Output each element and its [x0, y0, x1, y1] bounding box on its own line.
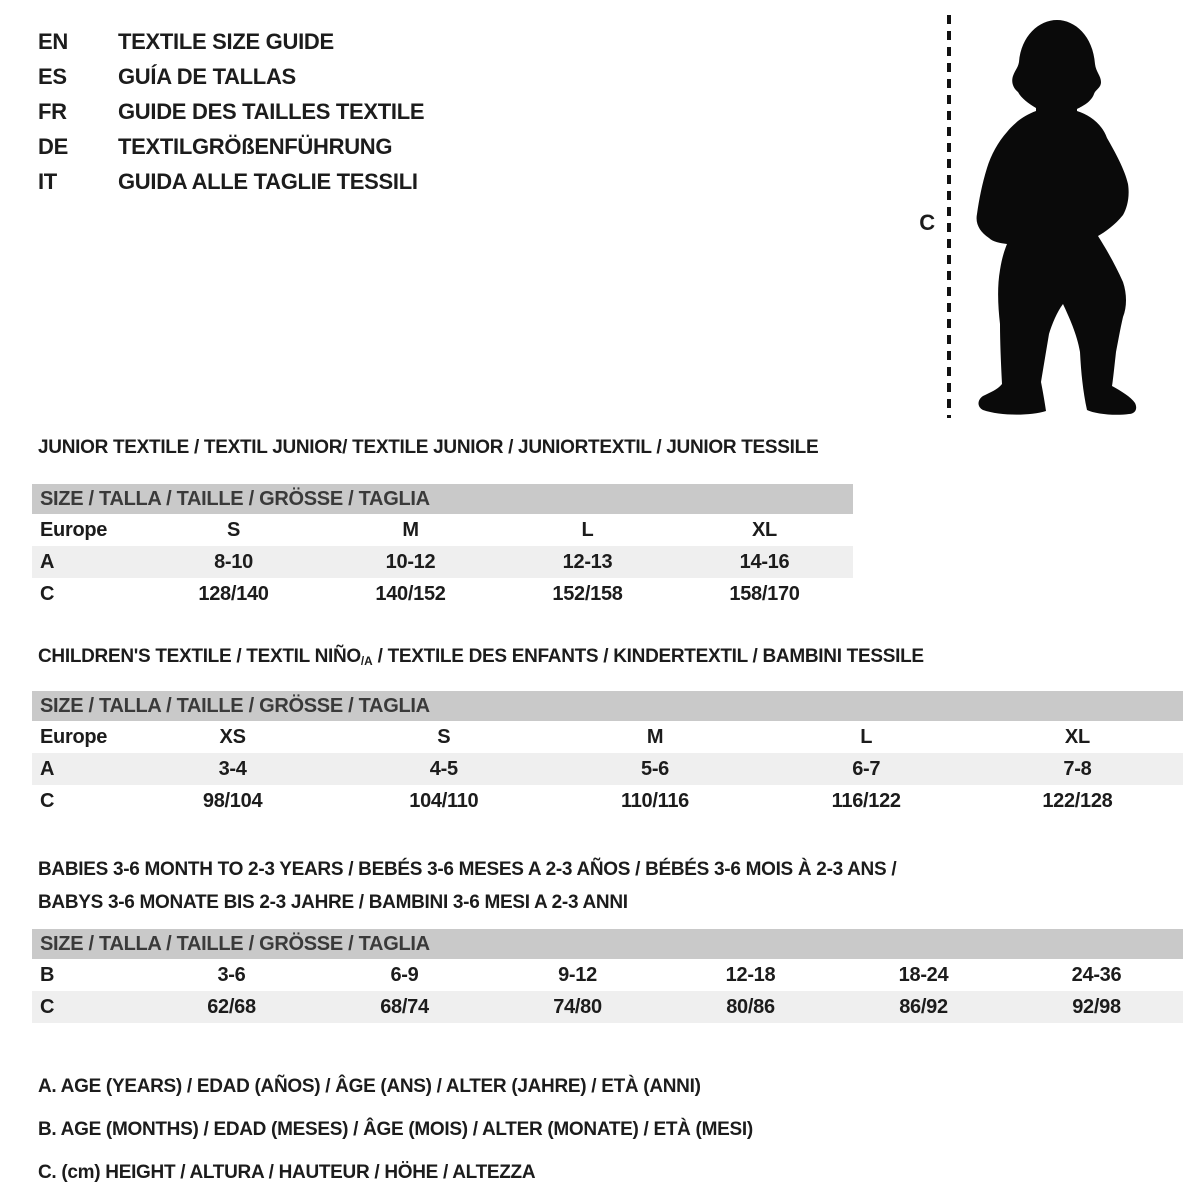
language-code: IT	[38, 169, 57, 194]
children-size-header-band: SIZE / TALLA / TAILLE / GRÖSSE / TAGLIA	[32, 691, 1183, 721]
language-code: EN	[38, 29, 68, 54]
row-label: C	[40, 996, 55, 1018]
legend-line-c: C. (cm) HEIGHT / ALTURA / HAUTEUR / HÖHE / ALTEZZA	[38, 1162, 536, 1183]
size-cell: 6-9	[390, 964, 419, 986]
junior-size-header-band: SIZE / TALLA / TAILLE / GRÖSSE / TAGLIA	[32, 484, 853, 514]
table-row	[32, 991, 1183, 1023]
children-title-part1: CHILDREN'S TEXTILE / TEXTIL NIÑO	[38, 646, 361, 667]
size-cell: 74/80	[553, 996, 602, 1018]
language-label: TEXTILE SIZE GUIDE	[118, 29, 334, 54]
row-label: A	[40, 551, 55, 573]
language-row-fr	[38, 94, 424, 129]
size-cell: 12-13	[562, 551, 613, 573]
size-cell: 3-4	[218, 758, 247, 780]
size-cell: XL	[1064, 726, 1090, 748]
table-row	[32, 546, 853, 578]
children-section-title	[38, 645, 924, 673]
measure-label-c: C	[919, 210, 935, 235]
size-cell: 110/116	[621, 790, 689, 812]
size-cell: 10-12	[385, 551, 436, 573]
size-cell: 140/152	[375, 583, 446, 605]
babies-title-line1: BABIES 3-6 MONTH TO 2-3 YEARS / BEBÉS 3-6 MESES A 2-3 AÑOS / BÉBÉS 3-6 MOIS À 2-3 ANS /	[38, 859, 897, 880]
size-cell: 122/128	[1042, 790, 1113, 812]
legend	[38, 1065, 753, 1194]
size-cell: 3-6	[217, 964, 246, 986]
language-row-it	[38, 164, 424, 199]
language-code: FR	[38, 99, 67, 124]
size-cell: L	[860, 726, 873, 748]
row-label: C	[40, 790, 55, 812]
size-cell: 92/98	[1072, 996, 1121, 1018]
size-cell: 158/170	[729, 583, 800, 605]
language-label: GUIDE DES TAILLES TEXTILE	[118, 99, 425, 124]
children-title-subscript: /A	[360, 654, 373, 668]
size-cell: 14-16	[739, 551, 790, 573]
size-cell: S	[226, 519, 241, 541]
language-label: GUIDA ALLE TAGLIE TESSILI	[118, 169, 418, 194]
size-cell: 68/74	[380, 996, 429, 1018]
size-cell: 128/140	[198, 583, 269, 605]
size-cell: 152/158	[552, 583, 623, 605]
size-cell: M	[646, 726, 664, 748]
size-cell: 86/92	[899, 996, 948, 1018]
size-cell: 6-7	[852, 758, 881, 780]
language-header	[38, 24, 424, 199]
language-code: DE	[38, 134, 68, 159]
size-cell: 9-12	[558, 964, 597, 986]
size-cell: 104/110	[409, 790, 479, 812]
size-cell: XL	[752, 519, 777, 541]
row-label: B	[40, 964, 55, 986]
language-label: GUÍA DE TALLAS	[118, 64, 296, 89]
junior-size-table	[32, 484, 853, 610]
babies-section-title	[38, 853, 896, 919]
size-cell: 7-8	[1063, 758, 1092, 780]
table-row	[32, 578, 853, 610]
babies-size-table	[32, 929, 1183, 1023]
row-label: Europe	[40, 726, 108, 748]
table-row	[32, 514, 853, 546]
size-cell: 5-6	[641, 758, 670, 780]
language-row-de	[38, 129, 424, 164]
row-label: Europe	[40, 519, 108, 541]
babies-title-line2: BABYS 3-6 MONATE BIS 2-3 JAHRE / BAMBINI 3-6 MESI A 2-3 ANNI	[38, 892, 628, 913]
size-cell: XS	[219, 726, 246, 748]
toddler-silhouette	[977, 20, 1137, 415]
language-row-en	[38, 24, 424, 59]
row-label: C	[40, 583, 55, 605]
size-cell: M	[402, 519, 419, 541]
children-size-table	[32, 691, 1183, 817]
language-label: TEXTILGRÖßENFÜHRUNG	[118, 134, 393, 159]
table-row	[32, 721, 1183, 753]
size-cell: 80/86	[726, 996, 775, 1018]
language-code: ES	[38, 64, 67, 89]
size-cell: L	[581, 519, 594, 541]
junior-section-title: JUNIOR TEXTILE / TEXTIL JUNIOR/ TEXTILE JUNIOR / JUNIORTEXTIL / JUNIOR TESSILE	[38, 437, 819, 458]
size-cell: 116/122	[831, 790, 901, 812]
size-cell: 24-36	[1071, 964, 1122, 986]
legend-line-b: B. AGE (MONTHS) / EDAD (MESES) / ÂGE (MOIS) / ALTER (MONATE) / ETÀ (MESI)	[38, 1119, 753, 1140]
size-cell: 18-24	[898, 964, 949, 986]
babies-size-header-band: SIZE / TALLA / TAILLE / GRÖSSE / TAGLIA	[32, 929, 1183, 959]
size-cell: 62/68	[207, 996, 256, 1018]
table-row	[32, 753, 1183, 785]
table-row	[32, 959, 1183, 991]
size-cell: 98/104	[202, 790, 263, 812]
children-title-part2: / TEXTILE DES ENFANTS / KINDERTEXTIL / BAMBINI TESSILE	[372, 646, 924, 667]
size-cell: 8-10	[214, 551, 253, 573]
legend-line-a: A. AGE (YEARS) / EDAD (AÑOS) / ÂGE (ANS) / ALTER (JAHRE) / ETÀ (ANNI)	[38, 1076, 701, 1097]
table-row	[32, 785, 1183, 817]
language-row-es	[38, 59, 424, 94]
row-label: A	[40, 758, 55, 780]
size-cell: S	[437, 726, 451, 748]
size-cell: 12-18	[725, 964, 776, 986]
size-cell: 4-5	[429, 758, 458, 780]
